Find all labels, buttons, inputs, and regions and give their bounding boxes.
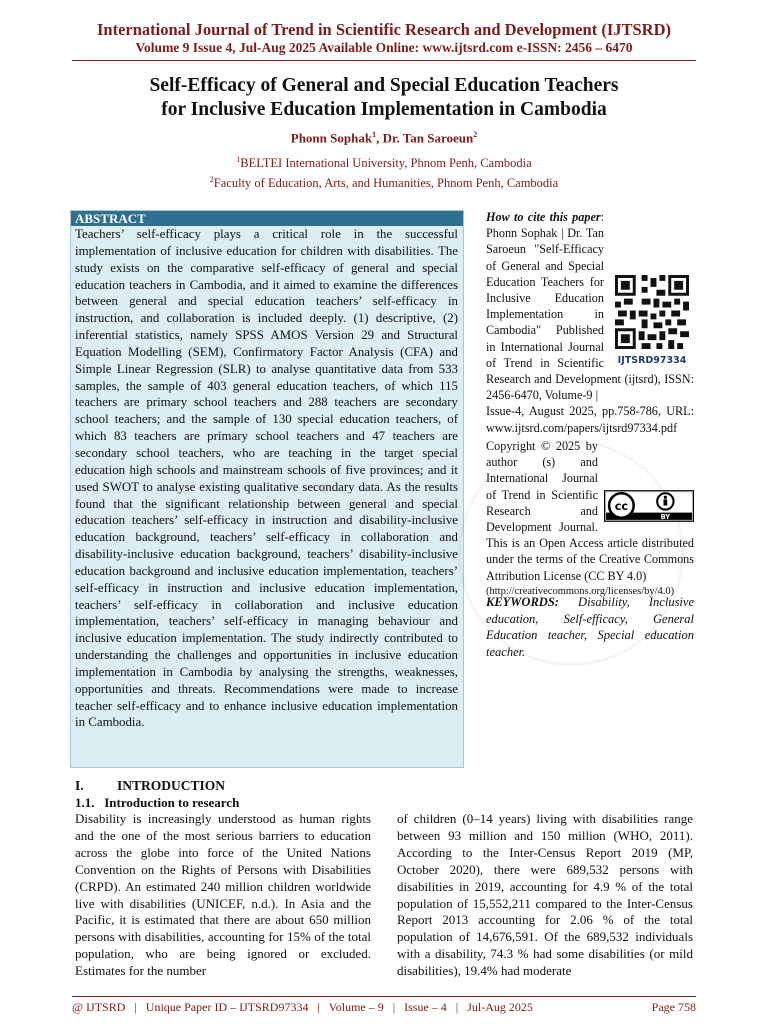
citation-block	[486, 209, 694, 436]
body-column-left: Disability is increasingly understood as human rights and the one of the most serious barriers to education across the globe into force of the United Nations Convention on the Rights of Persons with Disabilities (CRPD). An estimated 240 million children worldwide live with disabilities (UNICEF, n.d.). In Asia and the Pacific, it is estimated that there are about 650 million persons with disabilities, accounting for 15% of the total population, who are being ignored or excluded. Estimates for the number	[75, 811, 371, 979]
section-number: I.	[75, 778, 84, 793]
paper-title	[0, 74, 768, 122]
copyright-text: Copyright © 2025 by author (s) and International Journal of Trend in Scientific Research and Development Journal. This is an Open Access article distributed under the terms of the Creative Commons Attribution License (CC BY 4.0)	[486, 439, 694, 583]
title-line-2: for Inclusive Education Implementation in Cambodia	[161, 99, 607, 120]
author-1-sup: 1	[372, 130, 377, 139]
citation-text: Phonn Sophak | Dr. Tan Saroeun "Self-Efficacy of General and Special Education Teachers for Inclusive Education Implementation in Cambodia" Published in International Journal of Trend in Scientific Research and Development (ijtsrd), ISSN: 2456-6470, Volume-9 |	[486, 226, 694, 403]
cc-badge-text: BY	[660, 513, 671, 522]
author-1: Phonn Sophak	[290, 130, 373, 146]
title-line-1: Self-Efficacy of General and Special Education Teachers	[149, 75, 619, 96]
affiliation-1-sup: 1	[236, 155, 241, 164]
abstract-box	[70, 210, 464, 768]
journal-volume-line: Volume 9 Issue 4, Jul-Aug 2025 Available Online: www.ijtsrd.com e-ISSN: 2456 – 6470	[135, 40, 633, 55]
footer-rule	[72, 996, 696, 997]
author-sep: ,	[376, 130, 383, 146]
header-rule	[72, 60, 696, 61]
citation-tail: Issue-4, August 2025, pp.758-786, URL: www.ijtsrd.com/papers/ijtsrd97334.pdf	[486, 404, 694, 435]
journal-name: International Journal of Trend in Scientific Research and Development (IJTSRD)	[97, 20, 671, 39]
citation-colon: :	[600, 210, 604, 224]
footer-text: @ IJTSRD | Unique Paper ID – IJTSRD97334 | Volume – 9 | Issue – 4 | Jul-Aug 2025	[72, 1000, 533, 1014]
affiliation-2-sup: 2	[209, 175, 214, 184]
author-2-sup: 2	[473, 130, 478, 139]
abstract-heading: ABSTRACT	[71, 211, 463, 226]
qr-code-icon	[615, 275, 689, 349]
page-number: Page 758	[651, 1000, 696, 1014]
qr-code[interactable]	[610, 275, 694, 371]
qr-label: IJTSRD97334	[617, 355, 687, 366]
section-heading-introduction	[75, 778, 225, 794]
subsection-heading: 1.1. Introduction to research	[75, 795, 240, 810]
affiliation-1-text: BELTEI International University, Phnom Penh, Cambodia	[240, 156, 532, 171]
copyright-block	[486, 438, 694, 600]
license-url[interactable]: (http://creativecommons.org/licenses/by/4.0)	[486, 585, 675, 597]
section-title: INTRODUCTION	[117, 778, 226, 793]
citation-lead: How to cite this paper	[486, 210, 601, 224]
cc-by-icon	[604, 490, 694, 522]
keywords-label: KEYWORDS:	[486, 595, 559, 609]
body-column-right: of children (0–14 years) living with disabilities range between 93 million and 150 million (WHO, 2011). According to the Inter-Census Report 2019 (MP, October 2020), there were 689,532 persons with disabilities in 2019, accounting for 4.9 % of the total population of 15,552,211 compared to the Inter-Census Report 2013 accounting for 2.06 % of the total population of 14,676,591. Of the 689,532 individuals with a disability, 74.3 % had some disabilities (or mild disabilities), 19.4% had moderate	[397, 811, 693, 979]
svg-text:cc: cc	[614, 500, 629, 514]
affiliation-2-text: Faculty of Education, Arts, and Humanities, Phnom Penh, Cambodia	[213, 176, 559, 191]
authors	[0, 130, 768, 146]
keywords-text: Disability, Inclusive education, Self-efficacy, General Education teacher, Special education teacher.	[486, 595, 694, 659]
author-2: Dr. Tan Saroeun	[382, 130, 474, 146]
affiliation-2	[0, 175, 768, 191]
affiliation-1	[0, 155, 768, 171]
abstract-text: Teachers’ self-efficacy plays a critical role in the successful implementation of inclusive education for children with disabilities. The study exists on the comparative self-efficacy of general and special education teachers in Cambodia, and it aimed to examine the differences between general and special education teachers’ self-efficacy in instruction, and collaboration is included deeply. (1) descriptive, (2) inferential statistics, namely SPSS AMOS Version 29 and Structural Equation Modelling (SEM), Confirmatory Factor Analysis (CFA) and Simple Linear Regression (SLR) to analyse quantitative data from 533 samples, the sample of 403 general education teachers, of which 115 teachers are primary school teachers and 288 teachers are secondary school teachers; and the sample of 130 special education teachers, of which 83 teachers are primary school teachers and 47 teachers are secondary school teachers, who are teaching in the target special education high schools and mainstream schools of five provinces; and it used SWOT to analyse existing qualitative secondary data. As the results found that the significant relationship between general and special education teachers’ self-efficacy in instruction and disability-inclusive education background, teachers’ self-efficacy in collaboration and disability-inclusive education background, teachers’ disability-inclusive education background and inclusive education implementation, teachers’ self-efficacy in instruction and inclusive education implementation, teachers’ self-efficacy in collaboration and inclusive education implementation, teachers’ self-efficacy in managing behaviour and inclusive education implementation. The study indirectly contributed to understanding the challenges and opportunities in inclusive education implementation in Cambodia by analysing the strengths, weaknesses, opportunities and threats. Recommendations were made to increase teacher self-efficacy and to enhance inclusive education implementation in Cambodia.	[75, 227, 458, 730]
cc-by-badge[interactable]	[604, 490, 694, 522]
page-footer	[72, 1000, 696, 1015]
keywords-block	[486, 594, 694, 660]
